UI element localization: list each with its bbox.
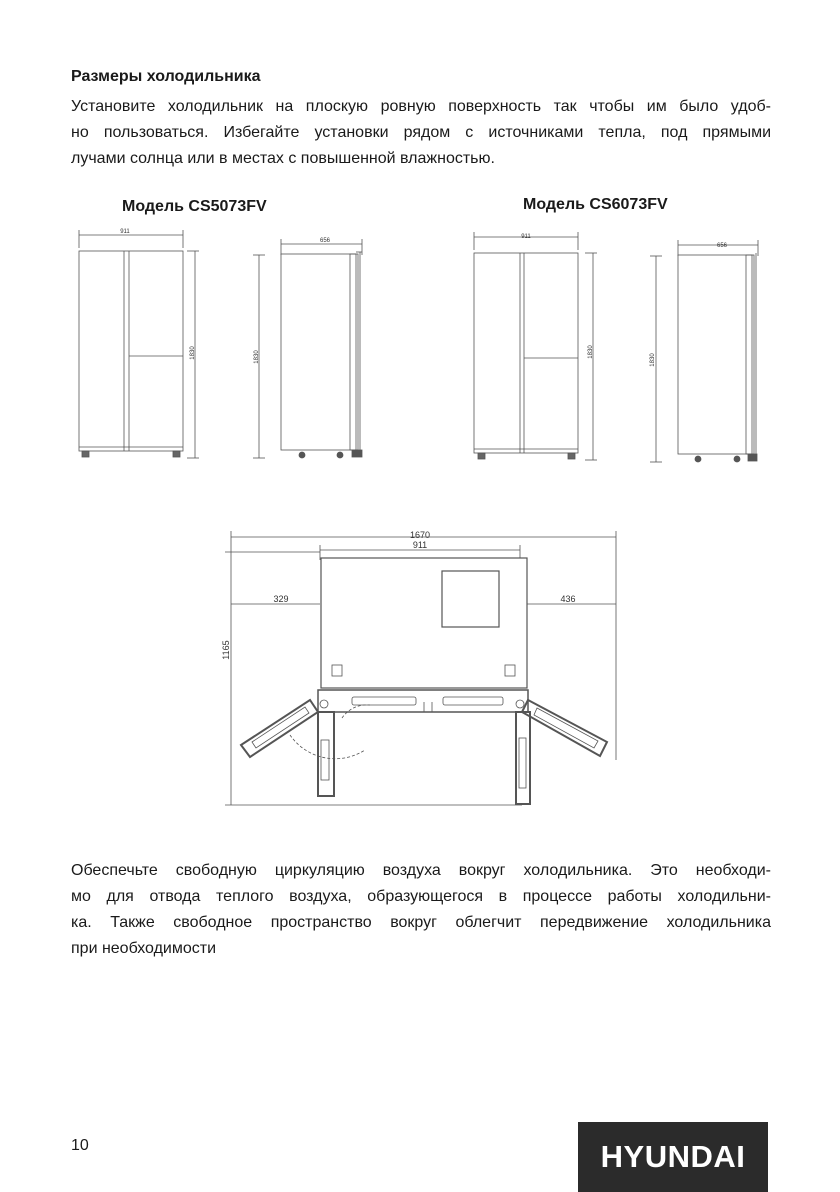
dim-height-side-2: 1830 [650,353,656,367]
dim-body-width: 911 [412,540,428,550]
model-label-cs6073fv: Модель CS6073FV [523,196,668,213]
outro-line: при необходимости [71,940,217,957]
ventilation-paragraph [71,858,771,962]
front-view-model-2 [474,232,597,460]
intro-line: но пользоваться. Избегайте установки рядом с источниками тепла, под прямыми [71,124,771,141]
brand-logo: HYUNDAI [578,1122,768,1192]
dim-total-width: 1670 [409,530,431,540]
side-view-model-1 [253,239,362,458]
model-label-cs5073fv: Модель CS5073FV [122,198,267,215]
front-view-model-1 [79,230,199,458]
dim-depth-2: 656 [716,243,728,249]
dim-right-clearance: 436 [560,594,576,604]
outro-line: ка. Также свободное пространство вокруг облегчит передвижение холодильника [71,914,771,931]
dim-height-2: 1830 [588,345,594,359]
intro-line: Установите холодильник на плоскую ровную поверхность так чтобы им было удоб- [71,98,771,115]
dim-left-clearance: 329 [273,594,289,604]
outro-line: Обеспечьте свободную циркуляцию воздуха вокруг холодильника. Это необходи- [71,862,771,879]
page-number: 10 [71,1137,89,1154]
dim-width-2: 911 [521,234,531,240]
outro-line: мо для отвода теплого воздуха, образующегося в процессе работы холодильни- [71,888,771,905]
dim-width-1: 911 [120,229,130,235]
dim-height-1: 1830 [190,346,196,360]
side-view-model-2 [650,240,758,462]
intro-line: лучами солнца или в местах с повышенной влажностью. [71,150,495,167]
dim-open-depth: 1165 [221,640,231,660]
dim-height-side-1: 1830 [254,350,260,364]
dim-depth-1: 656 [319,238,331,244]
page-title: Размеры холодильника [71,68,261,85]
top-view-door-clearance [225,531,616,805]
